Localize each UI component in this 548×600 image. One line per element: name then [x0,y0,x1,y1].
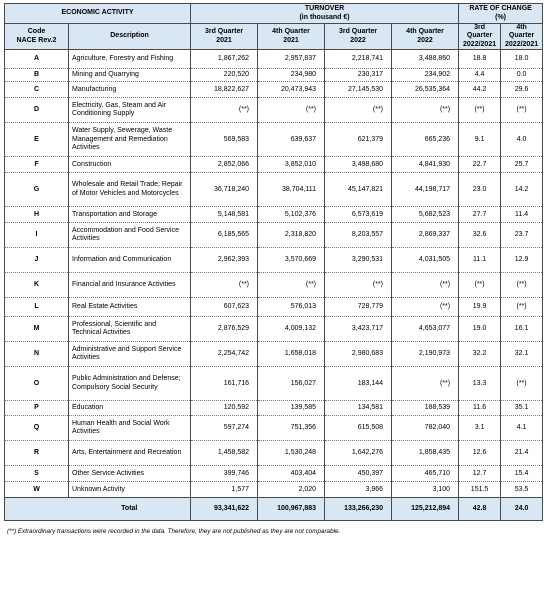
table-row [5,207,543,223]
cell-q4-2021: 139,585 [258,401,325,416]
cell-desc: Education [69,401,191,416]
cell-q3-2022: (**) [325,273,392,298]
rate-q3-column-header: 3rd Quarter 2022/2021 [459,24,501,50]
cell-q3-2021: 1,458,582 [191,441,258,466]
cell-q3-2021: 18,822,627 [191,82,258,98]
description-column-header: Description [69,24,191,50]
cell-r3: 12.7 [459,466,501,482]
turnover-header: TURNOVER (in thousand €) [191,4,459,24]
q4-2022-column-header: 4th Quarter 2022 [392,24,459,50]
cell-desc: Water Supply, Sewerage, Waste Management and Remediation Activities [69,123,191,157]
cell-q3-2022: 45,147,821 [325,173,392,207]
cell-q4-2021: 234,980 [258,69,325,82]
cell-q4-2021: 2,957,837 [258,50,325,69]
table-row [5,69,543,82]
table-row [5,416,543,441]
total-q3-2022: 133,266,230 [325,498,392,521]
cell-q3-2021: 161,716 [191,367,258,401]
cell-r4: 29.6 [501,82,543,98]
table-row [5,82,543,98]
cell-q4-2022: 665,236 [392,123,459,157]
total-q4-2021: 100,967,883 [258,498,325,521]
cell-q3-2021: 607,623 [191,298,258,317]
cell-q4-2021: 2,318,820 [258,223,325,248]
cell-desc: Arts, Entertainment and Recreation [69,441,191,466]
cell-code: F [5,157,69,173]
cell-code: W [5,482,69,498]
cell-r4: 23.7 [501,223,543,248]
cell-q3-2022: 183,144 [325,367,392,401]
cell-q3-2022: 3,966 [325,482,392,498]
cell-q4-2022: 44,198,717 [392,173,459,207]
cell-code: M [5,317,69,342]
q4-2021-column-header: 4th Quarter 2021 [258,24,325,50]
cell-r3: 32.6 [459,223,501,248]
cell-code: O [5,367,69,401]
cell-q4-2021: 1,658,018 [258,342,325,367]
table-row [5,157,543,173]
cell-r4: 32.1 [501,342,543,367]
cell-desc: Other Service Activities [69,466,191,482]
rate-q4-column-header: 4th Quarter 2022/2021 [501,24,543,50]
cell-q4-2022: 4,031,505 [392,248,459,273]
cell-q4-2022: 4,653,077 [392,317,459,342]
cell-r4: (**) [501,298,543,317]
cell-q3-2021: 2,254,742 [191,342,258,367]
table-row [5,317,543,342]
total-row [5,498,543,521]
code-column-header: Code NACE Rev.2 [5,24,69,50]
table-row [5,466,543,482]
table-row [5,342,543,367]
cell-q4-2022: 5,682,523 [392,207,459,223]
total-rate-q4: 24.0 [501,498,543,521]
cell-q4-2021: 5,102,376 [258,207,325,223]
q3-2021-column-header: 3rd Quarter 2021 [191,24,258,50]
cell-q3-2022: 8,203,557 [325,223,392,248]
cell-desc: Information and Communication [69,248,191,273]
cell-r4: (**) [501,367,543,401]
table-row [5,367,543,401]
cell-q3-2022: 2,980,683 [325,342,392,367]
cell-r4: 35.1 [501,401,543,416]
cell-q4-2021: 3,570,669 [258,248,325,273]
cell-q4-2022: 26,535,364 [392,82,459,98]
cell-desc: Administrative and Support Service Activities [69,342,191,367]
cell-q4-2022: (**) [392,367,459,401]
cell-q3-2021: 1,577 [191,482,258,498]
cell-desc: Agriculture, Forestry and Fishing [69,50,191,69]
cell-code: E [5,123,69,157]
table-row [5,123,543,157]
table-row [5,482,543,498]
cell-code: B [5,69,69,82]
cell-q4-2022: 3,100 [392,482,459,498]
table-row [5,248,543,273]
cell-q4-2021: 156,027 [258,367,325,401]
cell-desc: Mining and Quarrying [69,69,191,82]
cell-r4: 12.9 [501,248,543,273]
table-row [5,223,543,248]
table-row [5,50,543,69]
cell-r3: 12.6 [459,441,501,466]
cell-q3-2021: 36,718,240 [191,173,258,207]
cell-q3-2021: 597,274 [191,416,258,441]
cell-q3-2022: (**) [325,98,392,123]
cell-code: J [5,248,69,273]
cell-q4-2022: 234,902 [392,69,459,82]
cell-q3-2021: (**) [191,98,258,123]
cell-q4-2021: 639,637 [258,123,325,157]
cell-q4-2022: 1,858,435 [392,441,459,466]
cell-r4: 25.7 [501,157,543,173]
cell-q3-2022: 1,642,276 [325,441,392,466]
cell-r4: 16.1 [501,317,543,342]
cell-r3: 13.3 [459,367,501,401]
cell-r3: 3.1 [459,416,501,441]
cell-code: C [5,82,69,98]
table-row [5,173,543,207]
cell-q3-2022: 3,498,680 [325,157,392,173]
total-q4-2022: 125,212,894 [392,498,459,521]
cell-q4-2022: 4,841,930 [392,157,459,173]
cell-q4-2022: 782,040 [392,416,459,441]
cell-q4-2022: 188,539 [392,401,459,416]
cell-desc: Human Health and Social Work Activities [69,416,191,441]
cell-code: S [5,466,69,482]
cell-q3-2021: 1,867,262 [191,50,258,69]
cell-r3: (**) [459,273,501,298]
cell-r3: 151.5 [459,482,501,498]
cell-q4-2021: 1,530,248 [258,441,325,466]
cell-code: L [5,298,69,317]
cell-r3: 23.0 [459,173,501,207]
cell-q4-2021: (**) [258,98,325,123]
cell-code: R [5,441,69,466]
cell-r4: (**) [501,273,543,298]
total-code-cell [5,498,69,521]
total-label: Total [69,498,191,521]
cell-q3-2021: 399,746 [191,466,258,482]
cell-r3: (**) [459,98,501,123]
cell-desc: Transportation and Storage [69,207,191,223]
footnote: (**) Extraordinary transactions were recorded in the data. Therefore, they are not published as they are not comparable. [7,528,341,536]
cell-r3: 27.7 [459,207,501,223]
cell-code: K [5,273,69,298]
table-row [5,298,543,317]
cell-q3-2022: 615,508 [325,416,392,441]
turnover-table-container [4,3,542,535]
rate-of-change-header: RATE OF CHANGE (%) [459,4,543,24]
table-row [5,441,543,466]
cell-q3-2022: 450,397 [325,466,392,482]
cell-r4: 4.0 [501,123,543,157]
cell-q4-2022: 3,488,860 [392,50,459,69]
cell-r3: 18.8 [459,50,501,69]
cell-q4-2021: (**) [258,273,325,298]
cell-desc: Manufacturing [69,82,191,98]
cell-r4: 18.0 [501,50,543,69]
cell-desc: Public Administration and Defense; Compulsory Social Security [69,367,191,401]
cell-r4: 21.4 [501,441,543,466]
cell-q3-2021: (**) [191,273,258,298]
cell-r3: 19.9 [459,298,501,317]
cell-q4-2021: 3,852,010 [258,157,325,173]
cell-code: Q [5,416,69,441]
cell-q4-2022: 465,710 [392,466,459,482]
cell-r3: 9.1 [459,123,501,157]
cell-desc: Electricity, Gas, Steam and Air Conditioning Supply [69,98,191,123]
cell-r4: 14.2 [501,173,543,207]
cell-q3-2021: 220,520 [191,69,258,82]
cell-q3-2022: 3,290,531 [325,248,392,273]
cell-r4: 0.0 [501,69,543,82]
cell-r3: 19.0 [459,317,501,342]
cell-desc: Professional, Scientific and Technical Activities [69,317,191,342]
cell-q3-2021: 120,592 [191,401,258,416]
economic-activity-header: ECONOMIC ACTIVITY [5,4,191,24]
cell-q4-2021: 20,473,943 [258,82,325,98]
cell-desc: Construction [69,157,191,173]
cell-q3-2021: 2,852,066 [191,157,258,173]
cell-q3-2022: 27,145,530 [325,82,392,98]
cell-desc: Wholesale and Retail Trade; Repair of Motor Vehicles and Motorcycles [69,173,191,207]
cell-q4-2021: 4,009,132 [258,317,325,342]
cell-code: A [5,50,69,69]
cell-desc: Accommodation and Food Service Activities [69,223,191,248]
cell-r4: 15.4 [501,466,543,482]
cell-desc: Real Estate Activities [69,298,191,317]
total-q3-2021: 93,341,622 [191,498,258,521]
cell-q3-2021: 5,148,581 [191,207,258,223]
cell-q4-2022: (**) [392,98,459,123]
cell-q3-2022: 2,218,741 [325,50,392,69]
cell-q3-2022: 134,581 [325,401,392,416]
cell-r3: 11.6 [459,401,501,416]
cell-desc: Unknown Activity [69,482,191,498]
cell-q4-2021: 2,020 [258,482,325,498]
cell-desc: Financial and Insurance Activities [69,273,191,298]
cell-q3-2022: 3,423,717 [325,317,392,342]
cell-q3-2022: 6,573,619 [325,207,392,223]
turnover-table [4,3,543,521]
cell-q4-2022: 2,869,337 [392,223,459,248]
total-rate-q3: 42.8 [459,498,501,521]
cell-r3: 4.4 [459,69,501,82]
table-body [5,50,543,498]
table-row [5,273,543,298]
cell-q4-2021: 576,013 [258,298,325,317]
cell-q4-2021: 38,704,111 [258,173,325,207]
table-header [5,4,543,50]
cell-q3-2022: 621,379 [325,123,392,157]
cell-q3-2022: 230,317 [325,69,392,82]
cell-q3-2021: 2,962,393 [191,248,258,273]
table-row [5,401,543,416]
cell-r4: 11.4 [501,207,543,223]
cell-code: H [5,207,69,223]
q3-2022-column-header: 3rd Quarter 2022 [325,24,392,50]
cell-r4: 4.1 [501,416,543,441]
cell-q3-2022: 728,779 [325,298,392,317]
cell-r4: 53.5 [501,482,543,498]
cell-r3: 22.7 [459,157,501,173]
cell-r3: 32.2 [459,342,501,367]
cell-q4-2022: (**) [392,273,459,298]
cell-q4-2022: 2,190,973 [392,342,459,367]
cell-q3-2021: 569,583 [191,123,258,157]
table-row [5,98,543,123]
cell-r3: 44.2 [459,82,501,98]
cell-q4-2021: 403,404 [258,466,325,482]
cell-code: G [5,173,69,207]
cell-q4-2022: (**) [392,298,459,317]
cell-q3-2021: 2,876,529 [191,317,258,342]
cell-q3-2021: 6,185,565 [191,223,258,248]
cell-code: I [5,223,69,248]
cell-code: P [5,401,69,416]
cell-r3: 11.1 [459,248,501,273]
cell-code: N [5,342,69,367]
cell-code: D [5,98,69,123]
cell-r4: (**) [501,98,543,123]
cell-q4-2021: 751,356 [258,416,325,441]
